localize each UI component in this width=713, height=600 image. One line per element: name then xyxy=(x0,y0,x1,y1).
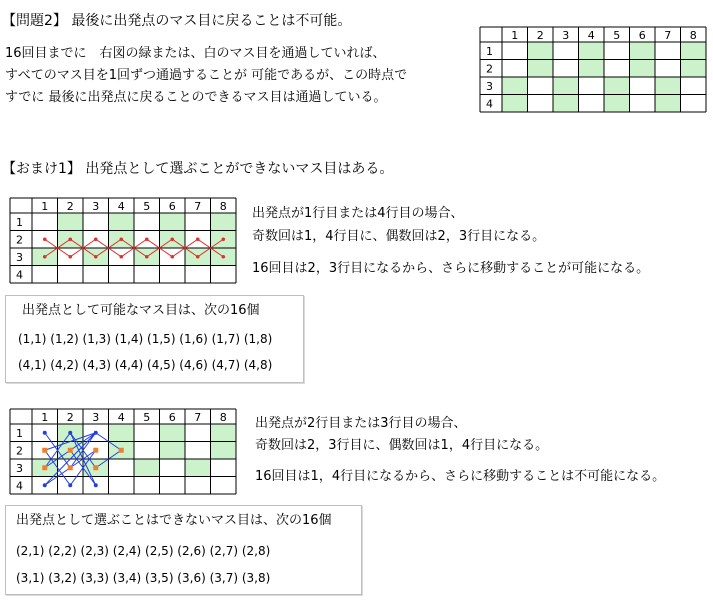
start-marker xyxy=(42,465,47,470)
grid-cell xyxy=(655,95,681,113)
grid-cell xyxy=(109,424,135,442)
grid-cell xyxy=(160,477,186,495)
grid-cell xyxy=(134,477,160,495)
problem2-line-3: すでに 最後に出発点に戻ることのできるマス目は通過している。 xyxy=(5,90,387,105)
start-marker xyxy=(93,465,98,470)
grid-cell xyxy=(134,459,160,477)
col-label: 4 xyxy=(587,29,595,42)
problem2-title: 【問題2】 最後に出発点のマス目に戻ることは不可能。 xyxy=(2,13,352,29)
path-point xyxy=(94,431,98,435)
problem2-line-1: 16回目までに 右図の緑または、白のマス目を通過していれば、 xyxy=(5,46,386,61)
grid-cell xyxy=(528,42,554,60)
row-label: 2 xyxy=(486,62,493,76)
possible-start-box xyxy=(5,295,304,383)
path-point xyxy=(68,237,72,241)
col-label: 2 xyxy=(66,411,74,424)
grid-cell xyxy=(604,77,630,95)
col-label: 6 xyxy=(168,200,176,213)
grid-cell xyxy=(681,42,707,60)
path-point xyxy=(145,237,149,241)
path-point xyxy=(94,255,98,259)
grid-cell xyxy=(185,459,211,477)
grid-cell xyxy=(211,266,237,284)
grid-cell xyxy=(630,42,656,60)
row-label: 3 xyxy=(486,79,493,93)
grid-cell xyxy=(655,42,681,60)
grid-cell xyxy=(502,42,528,60)
path-point xyxy=(119,237,123,241)
grid-cell xyxy=(211,477,237,495)
grid-cell xyxy=(134,442,160,460)
grid-cell xyxy=(604,60,630,78)
section2-line-2: 奇数回は2，3行目に、偶数回は1，4行目になる。 xyxy=(255,438,549,453)
grid-cell xyxy=(604,42,630,60)
impossible-start-title: 出発点として選ぶことはできないマス目は、次の16個 xyxy=(16,513,332,528)
row-label: 3 xyxy=(16,250,23,264)
path-point xyxy=(68,483,72,487)
start-marker xyxy=(68,465,73,470)
col-label: 5 xyxy=(143,411,151,424)
col-label: 3 xyxy=(92,411,100,424)
omake-title: 【おまけ1】 出発点として選ぶことができないマス目はある。 xyxy=(2,161,394,177)
grid-cell xyxy=(32,213,58,231)
col-label: 2 xyxy=(536,29,544,42)
grid-cell xyxy=(109,213,135,231)
section1-line-2: 奇数回は1，4行目に、偶数回は2，3行目になる。 xyxy=(252,229,546,244)
row-label: 1 xyxy=(486,44,493,58)
path-point xyxy=(43,483,47,487)
col-label: 3 xyxy=(92,200,100,213)
grid-cell xyxy=(211,424,237,442)
col-label: 7 xyxy=(194,200,202,213)
grid-cell xyxy=(32,266,58,284)
col-label: 4 xyxy=(117,200,125,213)
grid-cell xyxy=(211,459,237,477)
col-label: 1 xyxy=(41,200,49,213)
col-label: 7 xyxy=(194,411,202,424)
start-marker xyxy=(42,448,47,453)
grid-cell xyxy=(185,213,211,231)
col-label: 6 xyxy=(638,29,646,42)
grid-cell xyxy=(579,60,605,78)
row-label: 4 xyxy=(16,268,23,282)
grid-cell xyxy=(109,266,135,284)
start-marker xyxy=(93,448,98,453)
row-label: 2 xyxy=(16,233,23,247)
grid-cell xyxy=(109,477,135,495)
section2-line-1: 出発点が2行目または3行目の場合、 xyxy=(255,416,467,431)
col-label: 5 xyxy=(143,200,151,213)
col-label: 8 xyxy=(219,411,227,424)
problem2-grid xyxy=(480,27,710,117)
impossible-start-row-2: (3,1) (3,2) (3,3) (3,4) (3,5) (3,6) (3,7) (3,8) xyxy=(16,571,271,585)
section2-line-3: 16回目は1，4行目になるから、さらに移動することは不可能になる。 xyxy=(255,469,666,484)
row-label: 1 xyxy=(16,426,23,440)
grid-cell xyxy=(211,213,237,231)
col-label: 1 xyxy=(41,411,49,424)
col-label: 4 xyxy=(117,411,125,424)
path-point xyxy=(68,255,72,259)
path-point xyxy=(196,255,200,259)
grid-cell xyxy=(630,77,656,95)
odd-start-grid xyxy=(10,198,240,288)
grid-cell xyxy=(160,266,186,284)
grid-cell xyxy=(58,213,84,231)
grid-cell xyxy=(681,77,707,95)
path-point xyxy=(145,255,149,259)
grid-cell xyxy=(83,213,109,231)
path-point xyxy=(221,237,225,241)
path-point xyxy=(43,237,47,241)
grid-cell xyxy=(681,60,707,78)
grid-cell xyxy=(160,424,186,442)
grid-cell xyxy=(160,442,186,460)
col-label: 8 xyxy=(689,29,697,42)
grid-cell xyxy=(134,213,160,231)
grid-cell xyxy=(579,95,605,113)
path-point xyxy=(221,255,225,259)
start-marker xyxy=(119,448,124,453)
grid-cell xyxy=(134,266,160,284)
grid-cell xyxy=(681,95,707,113)
grid-cell xyxy=(185,266,211,284)
grid-cell xyxy=(502,60,528,78)
grid-cell xyxy=(528,77,554,95)
grid-cell xyxy=(528,60,554,78)
grid-cell xyxy=(185,424,211,442)
grid-cell xyxy=(579,42,605,60)
path-point xyxy=(43,255,47,259)
col-label: 2 xyxy=(66,200,74,213)
col-label: 8 xyxy=(219,200,227,213)
grid-cell xyxy=(630,60,656,78)
grid-cell xyxy=(160,459,186,477)
impossible-start-row-1: (2,1) (2,2) (2,3) (2,4) (2,5) (2,6) (2,7) (2,8) xyxy=(16,544,271,558)
col-label: 7 xyxy=(664,29,672,42)
grid-cell xyxy=(553,95,579,113)
grid-cell xyxy=(579,77,605,95)
path-point xyxy=(94,483,98,487)
path-point xyxy=(94,237,98,241)
possible-start-title: 出発点として可能なマス目は、次の16個 xyxy=(22,303,260,318)
col-label: 6 xyxy=(168,411,176,424)
row-label: 4 xyxy=(16,479,23,493)
grid-cell xyxy=(83,266,109,284)
start-marker xyxy=(68,448,73,453)
grid-cell xyxy=(604,95,630,113)
possible-start-row-2: (4,1) (4,2) (4,3) (4,4) (4,5) (4,6) (4,7) (4,8) xyxy=(18,358,273,372)
path-point xyxy=(68,431,72,435)
path-point xyxy=(43,431,47,435)
grid-cell xyxy=(185,477,211,495)
even-start-grid xyxy=(10,409,240,499)
col-label: 3 xyxy=(562,29,570,42)
grid-cell xyxy=(655,60,681,78)
grid-cell xyxy=(58,266,84,284)
grid-cell xyxy=(109,459,135,477)
grid-cell xyxy=(211,442,237,460)
grid-cell xyxy=(528,95,554,113)
section1-line-1: 出発点が1行目または4行目の場合、 xyxy=(252,206,464,221)
grid-cell xyxy=(553,42,579,60)
col-label: 5 xyxy=(613,29,621,42)
path-point xyxy=(196,237,200,241)
grid-cell xyxy=(134,424,160,442)
grid-cell xyxy=(630,95,656,113)
path-point xyxy=(119,255,123,259)
grid-cell xyxy=(655,77,681,95)
row-label: 1 xyxy=(16,215,23,229)
possible-start-row-1: (1,1) (1,2) (1,3) (1,4) (1,5) (1,6) (1,7) (1,8) xyxy=(18,332,273,346)
problem2-line-2: すべてのマス目を1回ずつ通過することが 可能であるが、この時点で xyxy=(5,68,408,83)
row-label: 4 xyxy=(486,97,493,111)
impossible-start-box xyxy=(5,505,362,595)
grid-cell xyxy=(553,77,579,95)
grid-cell xyxy=(553,60,579,78)
grid-cell xyxy=(502,95,528,113)
col-label: 1 xyxy=(511,29,519,42)
section1-line-3: 16回目は2，3行目になるから、さらに移動することが可能になる。 xyxy=(252,261,650,276)
row-label: 3 xyxy=(16,461,23,475)
row-label: 2 xyxy=(16,444,23,458)
grid-cell xyxy=(185,442,211,460)
grid-cell xyxy=(160,213,186,231)
path-point xyxy=(170,255,174,259)
path-point xyxy=(170,237,174,241)
grid-cell xyxy=(502,77,528,95)
